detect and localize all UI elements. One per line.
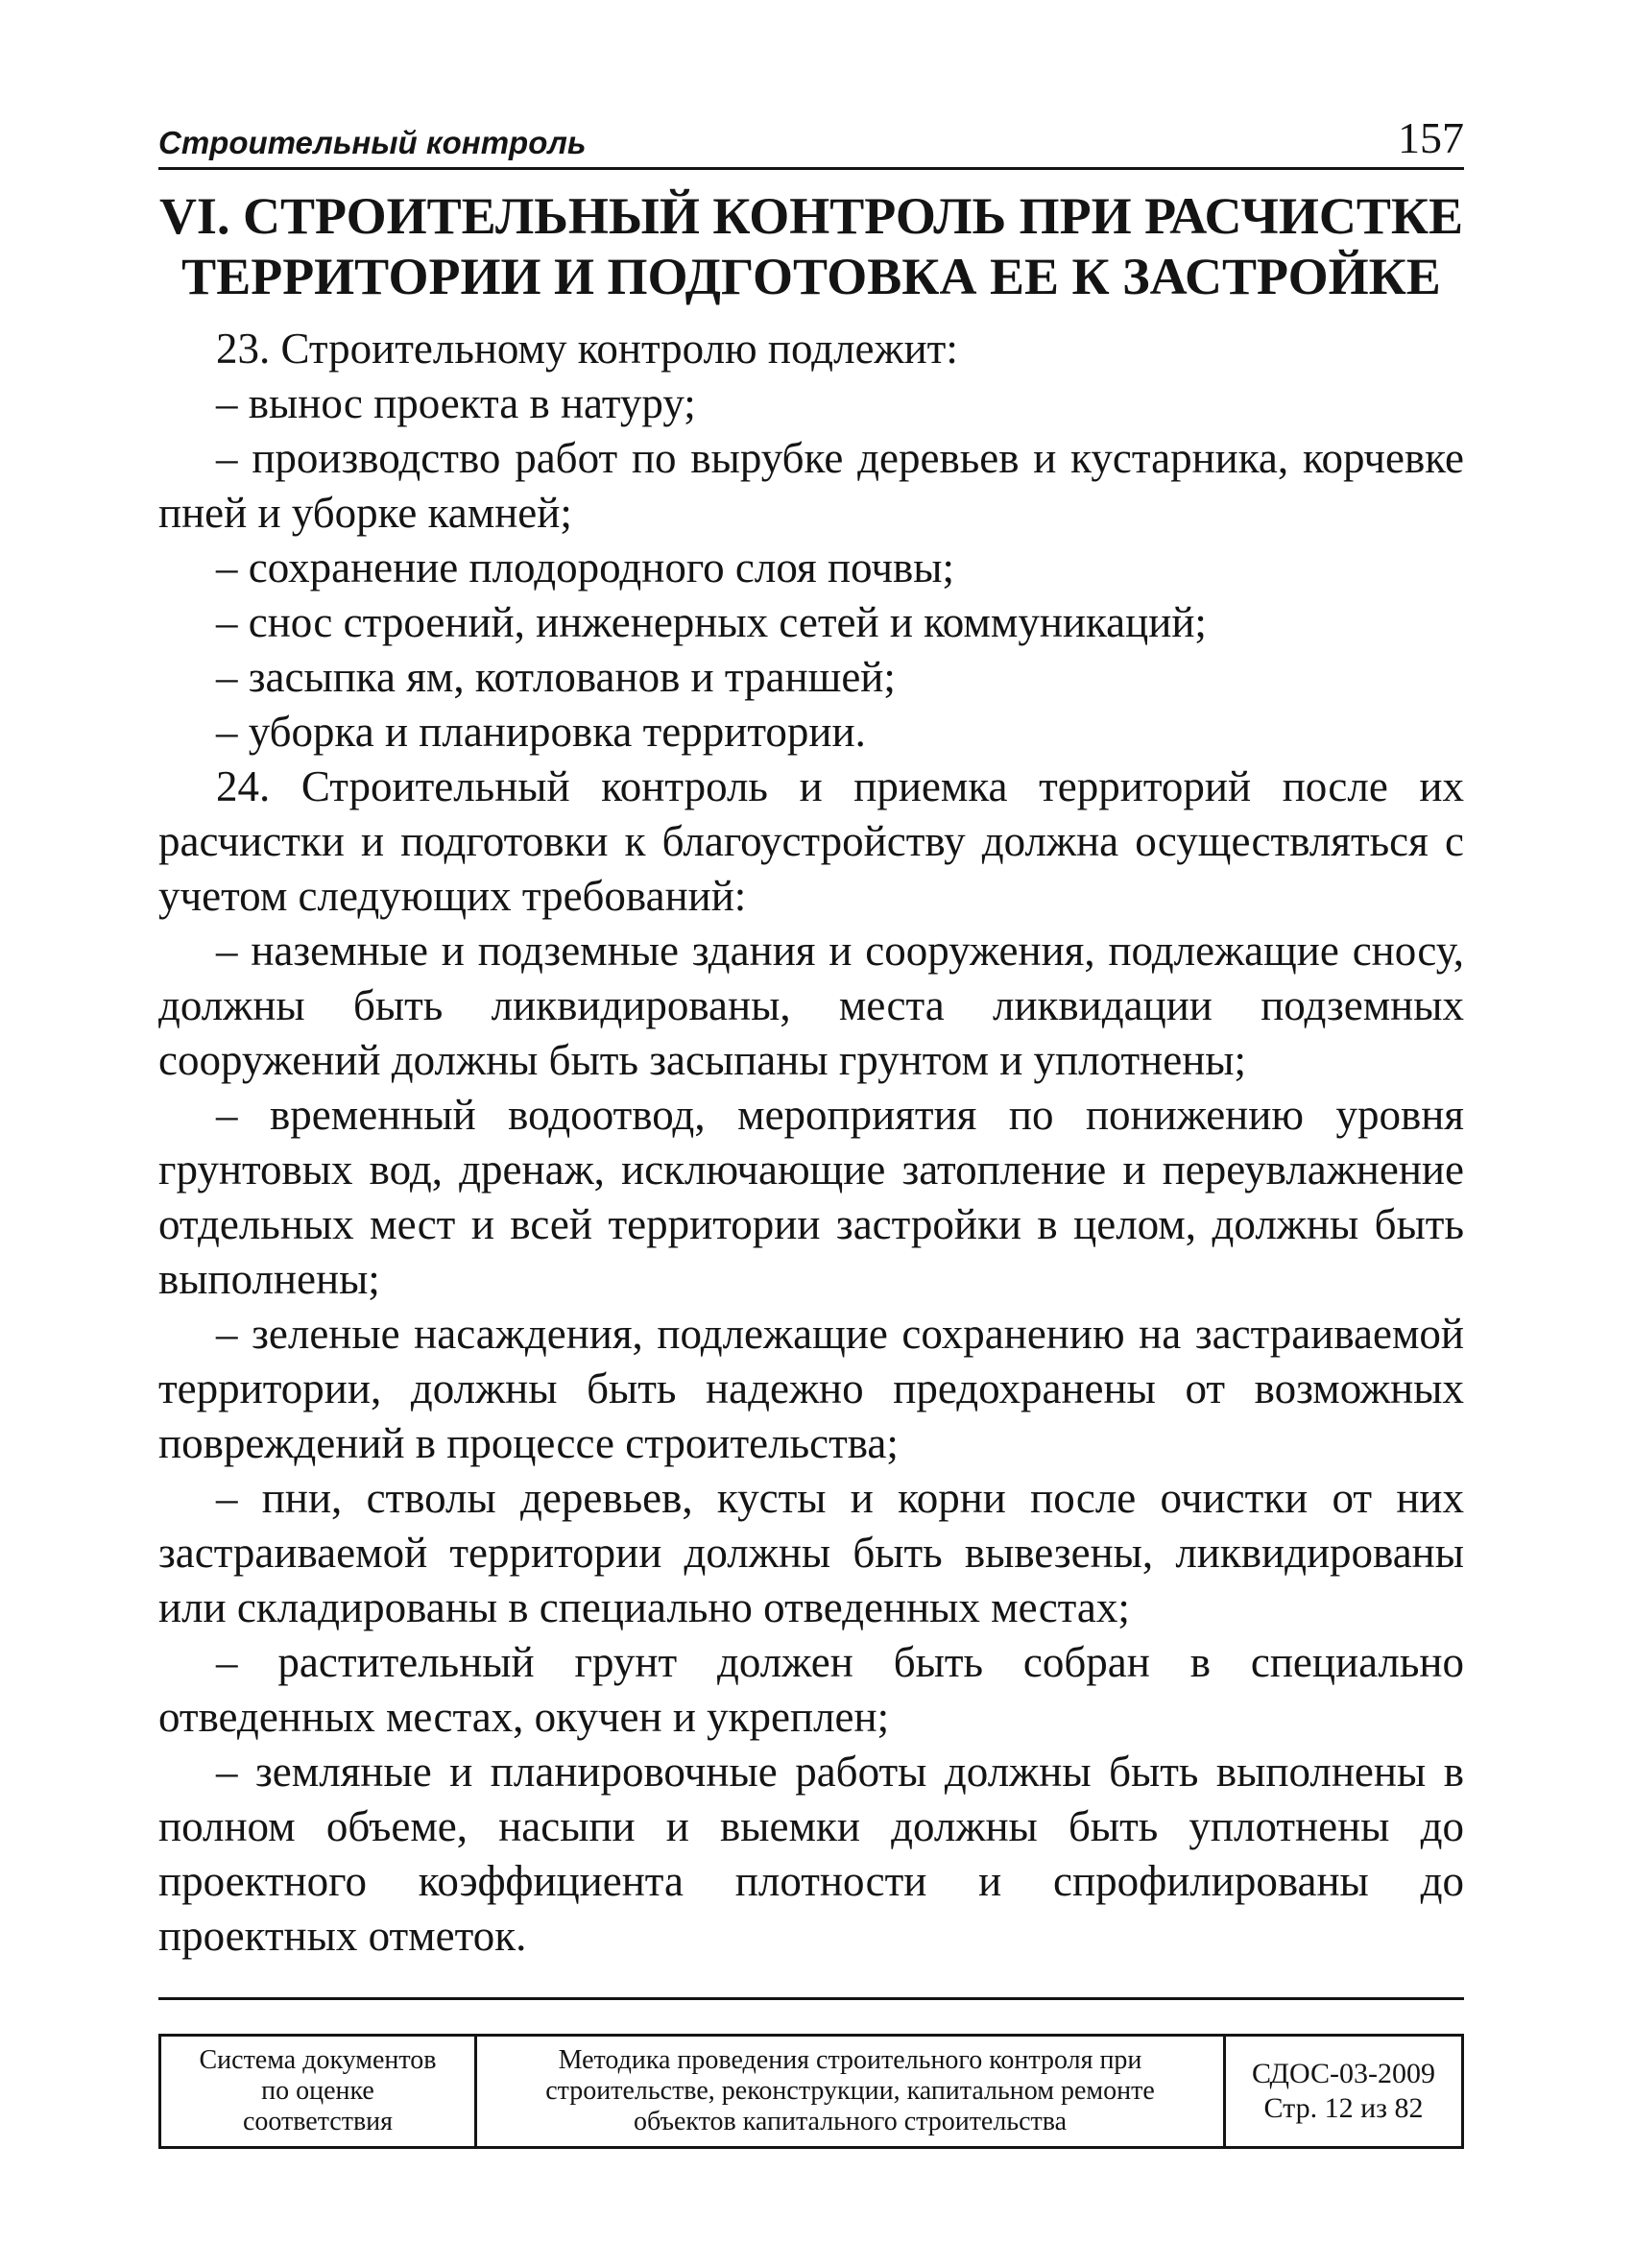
footer-system-cell [161,2037,474,2146]
footer-code-cell [1223,2037,1461,2146]
footer-divider [158,1997,1464,2000]
section-title-line-1: VI. СТРОИТЕЛЬНЫЙ КОНТРОЛЬ ПРИ РАСЧИСТКЕ [158,187,1464,245]
clause-24-item: – наземные и подземные здания и сооружения, подлежащие сносу, должны быть ликвидированы, места ликвидации подземных сооружений должны быть засыпаны грунтом и уплотнены; [158,927,1464,1084]
footer-stamp-table [158,2034,1464,2149]
clause-24-item: – земляные и планировочные работы должны быть выполнены в полном объеме, насыпи и выемки должны быть уплотнены до проектного коэффициента плотности и спрофилированы до проектных отметок. [158,1748,1464,1960]
body-text [158,322,1464,1964]
running-title: Строительный контроль [158,125,587,160]
running-header [158,113,1464,170]
footer-system-line: Система документов [199,2045,437,2075]
footer-method-line: Методика проведения строительного контроля при [558,2045,1142,2075]
section-title-line-2: ТЕРРИТОРИИ И ПОДГОТОВКА ЕЕ К ЗАСТРОЙКЕ [181,248,1441,305]
clause-23-item: – засыпка ям, котлованов и траншей; [216,653,896,701]
clause-23-item: – сохранение плодородного слоя почвы; [216,543,954,591]
footer-page-info: Стр. 12 из 82 [1263,2092,1424,2124]
clause-23-item: – вынос проекта в натуру; [216,379,696,427]
clause-23-item: – снос строений, инженерных сетей и коммуникаций; [216,598,1207,646]
clause-24-item: – пни, стволы деревьев, кусты и корни после очистки от них застраиваемой территории должны быть вывезены, ликвидированы или складированы в специально отведенных местах; [158,1474,1464,1631]
footer-method-line: строительстве, реконструкции, капитальном ремонте [545,2076,1155,2106]
footer-method-line: объектов капитального строительства [633,2107,1068,2136]
clause-24-item: – временный водоотвод, мероприятия по понижению уровня грунтовых вод, дренаж, исключающие затопление и переувлажнение отдельных мест и всей территории застройки в целом, должны быть выполнены; [158,1091,1464,1303]
clause-23-intro: 23. Строительному контролю подлежит: [216,325,958,373]
footer-system-line: соответствия [242,2107,394,2136]
clause-23-item: – уборка и планировка территории. [216,708,866,756]
clause-24-intro: 24. Строительный контроль и приемка территорий после их расчистки и подготовки к благоустройству должна осуществляться с учетом следующих требований: [158,762,1464,920]
clause-24-item: – растительный грунт должен быть собран в специально отведенных местах, окучен и укреплен; [158,1638,1464,1741]
footer-system-line: по оценке [261,2076,374,2106]
clause-23-item: – производство работ по вырубке деревьев и кустарника, корчевке пней и уборке камней; [158,434,1464,537]
page-number: 157 [1398,113,1464,162]
section-title [158,186,1464,307]
footer-method-cell [474,2037,1223,2146]
clause-24-item: – зеленые насаждения, подлежащие сохранению на застраиваемой территории, должны быть надежно предохранены от возможных повреждений в процессе строительства; [158,1310,1464,1467]
footer-doc-code: СДОС-03-2009 [1251,2058,1435,2089]
